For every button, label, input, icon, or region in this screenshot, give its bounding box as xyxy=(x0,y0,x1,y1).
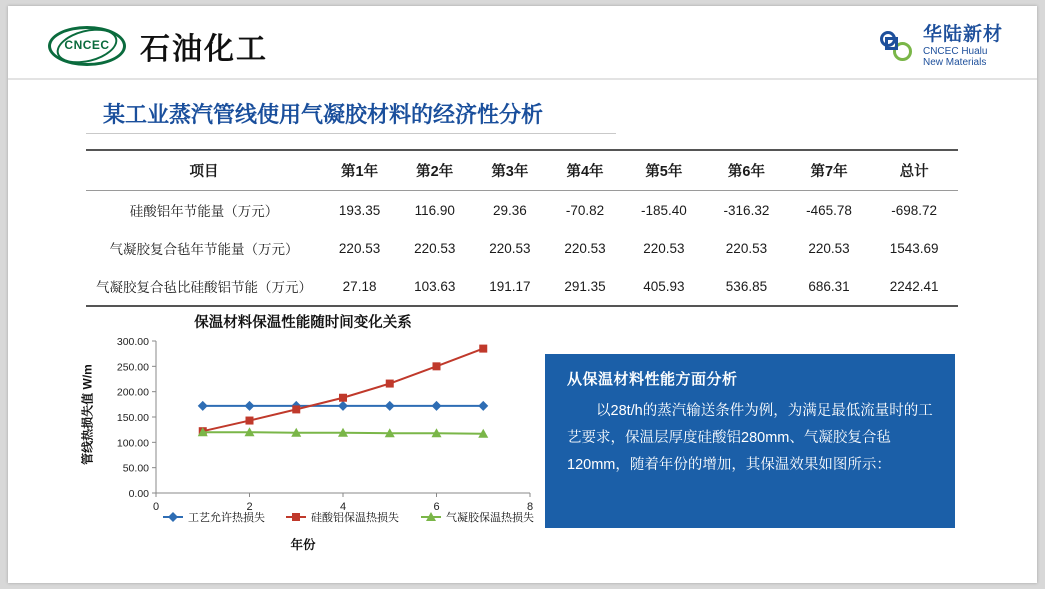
svg-text:0.00: 0.00 xyxy=(128,488,149,500)
chart-x-axis-label: 年份 xyxy=(290,538,316,552)
table-header-row xyxy=(86,150,958,191)
table-cell: 220.53 xyxy=(808,240,850,256)
table-cell: 29.36 xyxy=(492,202,527,218)
slide xyxy=(8,6,1037,583)
svg-text:250.00: 250.00 xyxy=(116,361,149,374)
table-row-label: 气凝胶复合毡比硅酸铝节能（万元） xyxy=(96,280,312,295)
hualu-logo-icon xyxy=(880,29,914,63)
table-cell: -70.82 xyxy=(565,202,605,218)
analysis-panel-body: 以28t/h的蒸汽输送条件为例，为满足最低流量时的工艺要求，保温层厚度硅酸铝280mm、气凝胶复合毡120mm，随着年份的增加，其保温效果如图所示： xyxy=(567,403,933,473)
table-col-header: 总计 xyxy=(899,164,929,180)
svg-text:8: 8 xyxy=(526,501,534,513)
table-cell: 193.35 xyxy=(338,202,381,218)
table-cell: 103.63 xyxy=(414,278,456,294)
economics-table xyxy=(86,149,958,307)
table-cell: 220.53 xyxy=(643,240,685,256)
chart-canvas xyxy=(68,333,538,538)
table-col-header: 项目 xyxy=(189,164,219,180)
header-left-logo xyxy=(48,24,268,68)
svg-text:工艺允许热损失: 工艺允许热损失 xyxy=(188,512,265,524)
table-cell: 191.17 xyxy=(489,278,531,294)
table-cell: 2242.41 xyxy=(889,278,939,294)
hualu-name-en2: New Materials xyxy=(922,57,987,69)
analysis-panel-heading: 从保温材料性能方面分析 xyxy=(567,371,738,388)
header-right-logo xyxy=(880,24,1003,69)
cncec-logo-icon xyxy=(48,26,126,66)
table-cell: 220.53 xyxy=(564,240,606,256)
table-row xyxy=(86,267,958,306)
svg-text:50.00: 50.00 xyxy=(122,462,149,475)
hualu-name-en: CNCEC Hualu xyxy=(922,45,988,57)
table-cell: -316.32 xyxy=(723,202,770,218)
table-cell: 27.18 xyxy=(342,278,377,294)
table-col-header: 第7年 xyxy=(810,164,848,180)
table-row-label: 硅酸铝年节能量（万元） xyxy=(129,204,279,219)
svg-text:100.00: 100.00 xyxy=(116,437,149,450)
table-cell: -185.40 xyxy=(640,202,687,218)
table-cell: 220.53 xyxy=(414,240,456,256)
table-col-header: 第4年 xyxy=(566,164,604,180)
svg-text:硅酸铝保温热损失: 硅酸铝保温热损失 xyxy=(311,512,399,524)
chart-title: 保温材料保温性能随时间变化关系 xyxy=(194,315,412,331)
header-divider xyxy=(8,78,1037,80)
svg-text:300.00: 300.00 xyxy=(116,336,149,348)
table-cell: 536.85 xyxy=(725,278,768,294)
company-name: 石油化工 xyxy=(140,33,268,66)
table-cell: -465.78 xyxy=(806,202,852,218)
table-col-header: 第3年 xyxy=(491,164,529,180)
svg-text:150.00: 150.00 xyxy=(116,412,149,424)
table-cell: -698.72 xyxy=(891,202,938,218)
table-col-header: 第6年 xyxy=(727,164,765,180)
table-cell: 686.31 xyxy=(808,278,850,294)
title-underline xyxy=(86,133,616,134)
table-col-header: 第2年 xyxy=(416,164,454,180)
table-row xyxy=(86,229,958,267)
table-col-header: 第1年 xyxy=(341,164,379,180)
table-row xyxy=(86,191,958,230)
table-cell: 116.90 xyxy=(414,202,455,218)
svg-text:0: 0 xyxy=(152,501,160,513)
table-cell: 291.35 xyxy=(564,278,606,294)
cncec-logo-text: CNCEC xyxy=(64,38,110,52)
svg-text:4: 4 xyxy=(339,501,347,513)
table-cell: 220.53 xyxy=(489,240,531,256)
page-title: 某工业蒸汽管线使用气凝胶材料的经济性分析 xyxy=(103,102,544,127)
chart-y-axis-label: 管线热损失值 W/m xyxy=(80,364,95,465)
svg-text:气凝胶保温热损失: 气凝胶保温热损失 xyxy=(446,512,534,524)
table-col-header: 第5年 xyxy=(645,164,683,180)
table-cell: 1543.69 xyxy=(889,240,939,256)
svg-text:200.00: 200.00 xyxy=(116,386,149,399)
svg-text:6: 6 xyxy=(433,501,440,513)
analysis-panel xyxy=(545,354,955,528)
svg-text:2: 2 xyxy=(246,501,253,513)
table-cell: 220.53 xyxy=(725,240,768,256)
table-cell: 220.53 xyxy=(338,240,381,256)
hualu-name-cn: 华陆新材 xyxy=(922,24,1003,45)
table-row-label: 气凝胶复合毡年节能量（万元） xyxy=(109,242,299,257)
table-cell: 405.93 xyxy=(643,278,685,294)
chart xyxy=(68,311,538,556)
